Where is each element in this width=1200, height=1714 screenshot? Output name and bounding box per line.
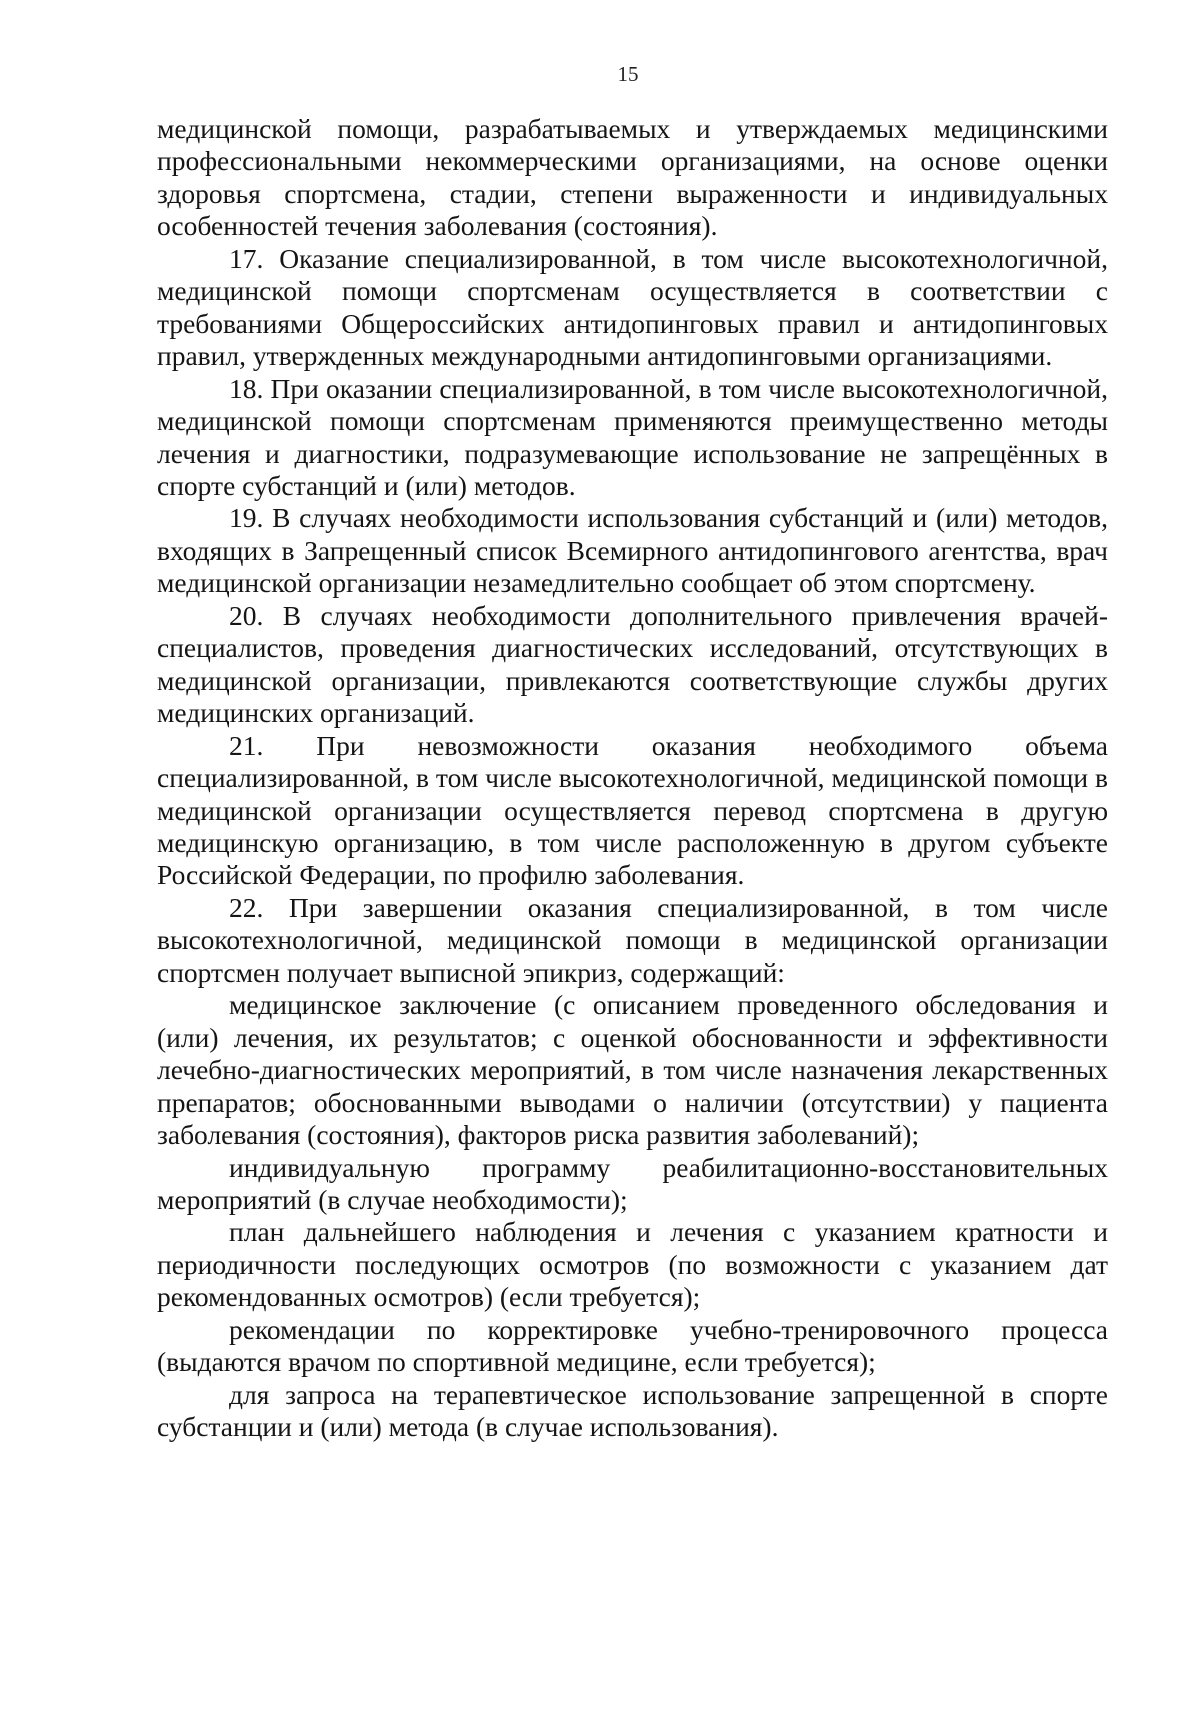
paragraph-continuation: медицинской помощи, разрабатываемых и утверждаемых медицинскими профессиональными некоммерческими организациями, на основе оценки здоровья спортсмена, стадии, степени выраженности и индивидуальных особенностей течения заболевания (состояния). [157, 113, 1108, 242]
list-item-therapeutic-use-request: для запроса на терапевтическое использование запрещенной в спорте субстанции и (или) метода (в случае использования). [157, 1378, 1108, 1443]
list-item-rehabilitation-program: индивидуальную программу реабилитационно-восстановительных мероприятий (в случае необходимости); [157, 1151, 1108, 1215]
page-number: 15 [617, 62, 639, 86]
list-item-medical-conclusion: медицинское заключение (с описанием проведенного обследования и (или) лечения, их результатов; с оценкой обоснованности и эффективности лечебно-диагностических мероприятий, в том числе назначения лекарственных препаратов; обоснованными выводами о наличии (отсутствии) у пациента заболевания (состояния), факторов риска развития заболеваний); [157, 989, 1108, 1151]
list-item-training-recommendations: рекомендации по корректировке учебно-тренировочного процесса (выдаются врачом по спортивной медицине, если требуется); [157, 1313, 1108, 1378]
paragraph-item-20: 20. В случаях необходимости дополнительного привлечения врачей-специалистов, проведения диагностических исследований, отсутствующих в медицинской организации, привлекаются соответствующие службы других медицинских организаций. [157, 599, 1108, 729]
document-body [157, 113, 1108, 1444]
paragraph-item-19: 19. В случаях необходимости использования субстанций и (или) методов, входящих в Запрещенный список Всемирного антидопингового агентства, врач медицинской организации незамедлительно сообщает об этом спортсмену. [157, 502, 1108, 599]
paragraph-item-22: 22. При завершении оказания специализированной, в том числе высокотехнологичной, медицинской помощи в медицинской организации спортсмен получает выписной эпикриз, содержащий: [157, 891, 1108, 988]
list-item-follow-up-plan: план дальнейшего наблюдения и лечения с указанием кратности и периодичности последующих осмотров (по возможности с указанием дат рекомендованных осмотров) (если требуется); [157, 1216, 1108, 1313]
paragraph-item-18: 18. При оказании специализированной, в том числе высокотехнологичной, медицинской помощи спортсменам применяются преимущественно методы лечения и диагностики, подразумевающие использование не запрещённых в спорте субстанций и (или) методов. [157, 372, 1108, 501]
paragraph-item-21: 21. При невозможности оказания необходимого объема специализированной, в том числе высокотехнологичной, медицинской помощи в медицинской организации осуществляется перевод спортсмена в другую медицинскую организацию, в том числе расположенную в другом субъекте Российской Федерации, по профилю заболевания. [157, 729, 1108, 891]
paragraph-item-17: 17. Оказание специализированной, в том числе высокотехнологичной, медицинской помощи спортсменам осуществляется в соответствии с требованиями Общероссийских антидопинговых правил и антидопинговых правил, утвержденных международными антидопинговыми организациями. [157, 242, 1108, 372]
